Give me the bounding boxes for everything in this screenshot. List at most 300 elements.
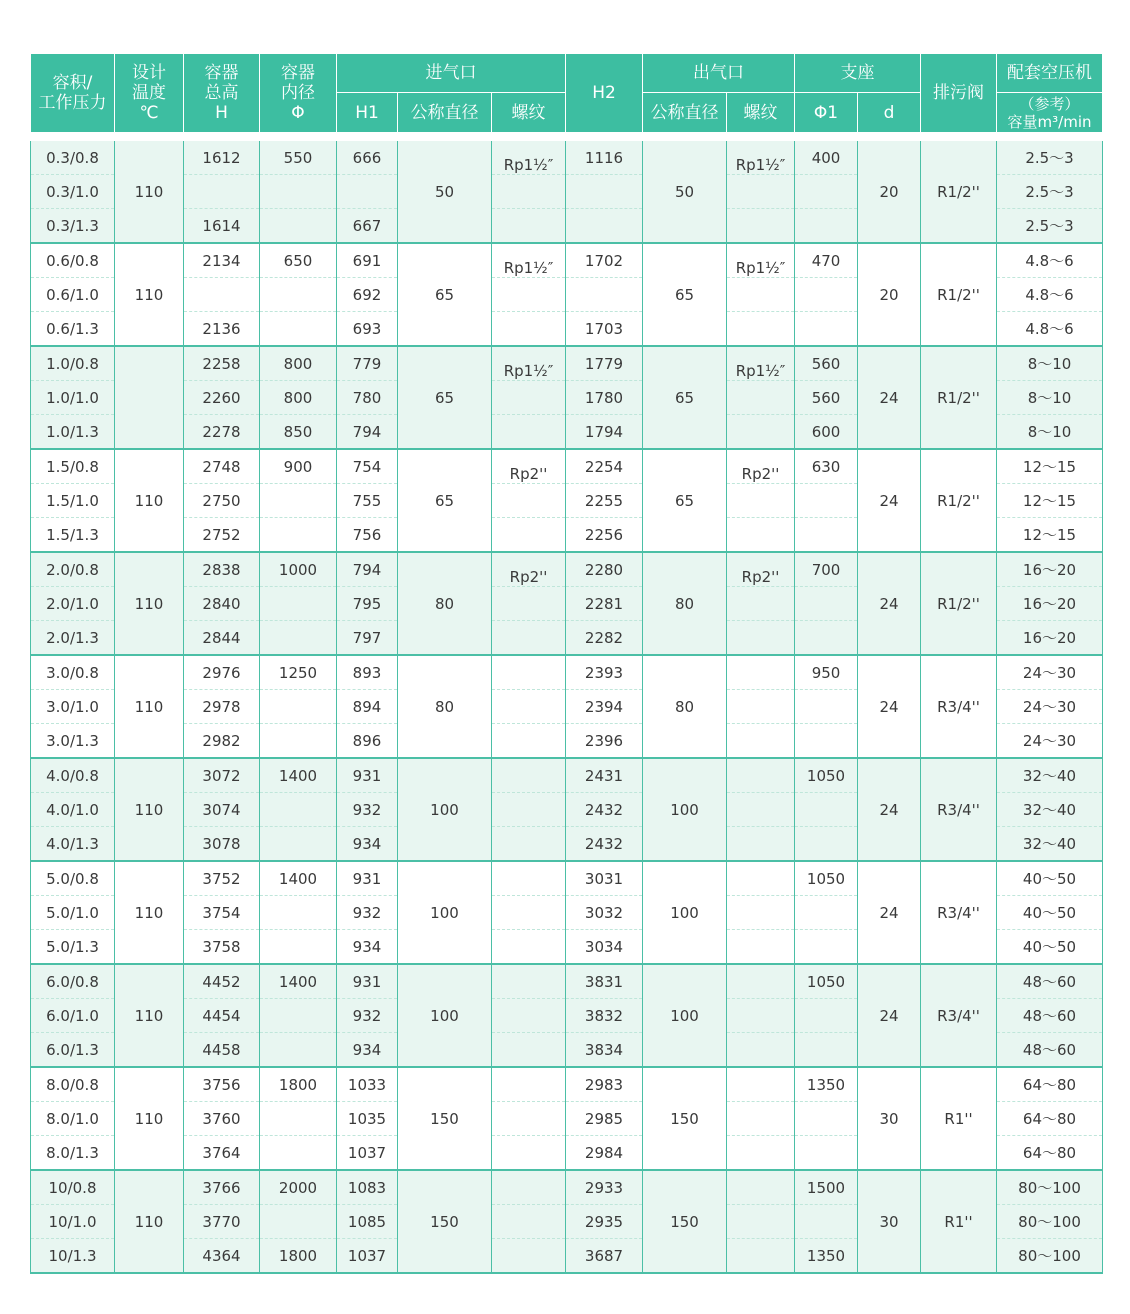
table-row — [31, 141, 1103, 175]
cell-volume-pressure: 10/0.8 — [31, 1170, 115, 1205]
cell-h2: 2983 — [566, 1067, 643, 1102]
cell-capacity: 32～40 — [997, 827, 1103, 862]
cell-inner-diameter: 850 — [260, 415, 337, 450]
cell-h1: 931 — [337, 964, 398, 999]
cell-support-d: 24 — [858, 346, 921, 449]
cell-outlet-nominal-diameter: 80 — [643, 552, 727, 655]
cell-h2: 2254 — [566, 449, 643, 484]
cell-inlet-thread — [492, 1239, 566, 1274]
cell-inner-diameter — [260, 999, 337, 1033]
cell-h2: 2280 — [566, 552, 643, 587]
cell-outlet-thread — [727, 415, 795, 450]
cell-support-d: 30 — [858, 1067, 921, 1170]
cell-h2: 1116 — [566, 141, 643, 175]
cell-capacity: 12～15 — [997, 449, 1103, 484]
cell-total-height: 2134 — [184, 243, 260, 278]
cell-support-phi1 — [795, 484, 858, 518]
cell-inner-diameter: 1800 — [260, 1067, 337, 1102]
cell-support-phi1 — [795, 175, 858, 209]
cell-support-d: 20 — [858, 141, 921, 243]
cell-volume-pressure: 3.0/1.3 — [31, 724, 115, 759]
cell-design-temp — [115, 346, 184, 449]
cell-h2: 2396 — [566, 724, 643, 759]
header-h2: H2 — [566, 54, 643, 133]
cell-support-phi1 — [795, 518, 858, 553]
cell-total-height: 3770 — [184, 1205, 260, 1239]
cell-total-height: 3074 — [184, 793, 260, 827]
cell-support-phi1: 400 — [795, 141, 858, 175]
cell-outlet-thread — [727, 758, 795, 793]
cell-outlet-thread — [727, 930, 795, 965]
cell-h1: 693 — [337, 312, 398, 347]
cell-support-d: 24 — [858, 552, 921, 655]
cell-inlet-thread: Rp2'' — [492, 552, 566, 587]
cell-volume-pressure: 6.0/0.8 — [31, 964, 115, 999]
cell-h2: 1703 — [566, 312, 643, 347]
cell-h2: 1702 — [566, 243, 643, 278]
cell-volume-pressure: 4.0/0.8 — [31, 758, 115, 793]
cell-volume-pressure: 0.6/1.0 — [31, 278, 115, 312]
cell-drain-valve: R1/2'' — [921, 141, 997, 243]
cell-outlet-thread — [727, 381, 795, 415]
header-design-temp: 设计 温度 ℃ — [115, 54, 184, 133]
cell-inner-diameter — [260, 1102, 337, 1136]
cell-capacity: 2.5～3 — [997, 209, 1103, 244]
cell-capacity: 4.8～6 — [997, 312, 1103, 347]
cell-h2: 1794 — [566, 415, 643, 450]
cell-h2: 2393 — [566, 655, 643, 690]
table-header — [31, 54, 1103, 133]
cell-h2: 1780 — [566, 381, 643, 415]
cell-total-height: 1614 — [184, 209, 260, 244]
cell-h1: 931 — [337, 758, 398, 793]
cell-h1: 932 — [337, 896, 398, 930]
cell-total-height — [184, 278, 260, 312]
cell-outlet-thread — [727, 827, 795, 862]
cell-inlet-thread — [492, 758, 566, 793]
cell-volume-pressure: 1.0/1.0 — [31, 381, 115, 415]
cell-h1: 794 — [337, 552, 398, 587]
cell-outlet-thread: Rp1½″ — [727, 141, 795, 175]
cell-outlet-thread — [727, 1170, 795, 1205]
cell-inlet-thread: Rp1½″ — [492, 141, 566, 175]
cell-drain-valve: R1'' — [921, 1067, 997, 1170]
cell-h2: 3832 — [566, 999, 643, 1033]
cell-inlet-thread — [492, 518, 566, 553]
cell-h1: 666 — [337, 141, 398, 175]
cell-inlet-nominal-diameter: 80 — [398, 552, 492, 655]
cell-h1: 1033 — [337, 1067, 398, 1102]
header-spacer — [31, 133, 1103, 142]
cell-design-temp: 110 — [115, 552, 184, 655]
cell-inlet-thread — [492, 1033, 566, 1068]
cell-inlet-thread — [492, 999, 566, 1033]
cell-total-height: 2752 — [184, 518, 260, 553]
cell-total-height: 4458 — [184, 1033, 260, 1068]
cell-drain-valve: R3/4'' — [921, 655, 997, 758]
cell-inner-diameter — [260, 587, 337, 621]
cell-support-d: 24 — [858, 449, 921, 552]
cell-volume-pressure: 10/1.3 — [31, 1239, 115, 1274]
cell-design-temp: 110 — [115, 964, 184, 1067]
cell-drain-valve: R1/2'' — [921, 552, 997, 655]
cell-capacity: 40～50 — [997, 861, 1103, 896]
cell-h2 — [566, 209, 643, 244]
spec-table-container — [30, 53, 1102, 1274]
cell-h2: 2935 — [566, 1205, 643, 1239]
cell-inner-diameter — [260, 175, 337, 209]
header-drain-valve: 排污阀 — [921, 54, 997, 133]
cell-total-height: 3760 — [184, 1102, 260, 1136]
cell-inlet-thread — [492, 930, 566, 965]
cell-volume-pressure: 3.0/1.0 — [31, 690, 115, 724]
cell-capacity: 12～15 — [997, 484, 1103, 518]
table-row — [31, 1170, 1103, 1205]
cell-outlet-thread — [727, 861, 795, 896]
cell-volume-pressure: 0.3/0.8 — [31, 141, 115, 175]
cell-capacity: 4.8～6 — [997, 278, 1103, 312]
cell-inlet-thread — [492, 896, 566, 930]
cell-drain-valve: R1/2'' — [921, 243, 997, 346]
cell-outlet-thread — [727, 1239, 795, 1274]
cell-h2: 3834 — [566, 1033, 643, 1068]
cell-support-phi1: 600 — [795, 415, 858, 450]
cell-inlet-thread — [492, 209, 566, 244]
cell-total-height: 4454 — [184, 999, 260, 1033]
cell-total-height: 2844 — [184, 621, 260, 656]
cell-inlet-thread — [492, 1067, 566, 1102]
cell-inlet-nominal-diameter: 50 — [398, 141, 492, 243]
cell-total-height: 3758 — [184, 930, 260, 965]
cell-outlet-thread — [727, 1102, 795, 1136]
cell-support-phi1: 1350 — [795, 1239, 858, 1274]
cell-total-height: 2840 — [184, 587, 260, 621]
cell-inner-diameter — [260, 827, 337, 862]
cell-total-height: 2838 — [184, 552, 260, 587]
cell-total-height: 2260 — [184, 381, 260, 415]
cell-inner-diameter — [260, 209, 337, 244]
cell-outlet-thread — [727, 1136, 795, 1171]
cell-support-phi1 — [795, 312, 858, 347]
cell-support-phi1: 700 — [795, 552, 858, 587]
cell-capacity: 32～40 — [997, 793, 1103, 827]
cell-h1: 755 — [337, 484, 398, 518]
cell-volume-pressure: 5.0/1.0 — [31, 896, 115, 930]
cell-support-d: 30 — [858, 1170, 921, 1273]
cell-inner-diameter: 2000 — [260, 1170, 337, 1205]
cell-total-height: 4452 — [184, 964, 260, 999]
cell-support-phi1 — [795, 896, 858, 930]
cell-h2: 2255 — [566, 484, 643, 518]
cell-capacity: 16～20 — [997, 587, 1103, 621]
cell-inlet-thread — [492, 381, 566, 415]
cell-h1 — [337, 175, 398, 209]
cell-volume-pressure: 5.0/1.3 — [31, 930, 115, 965]
cell-capacity: 16～20 — [997, 552, 1103, 587]
cell-support-phi1: 560 — [795, 346, 858, 381]
cell-h1: 931 — [337, 861, 398, 896]
cell-total-height: 3752 — [184, 861, 260, 896]
cell-outlet-thread — [727, 724, 795, 759]
cell-h1: 794 — [337, 415, 398, 450]
cell-support-phi1: 560 — [795, 381, 858, 415]
cell-inlet-thread — [492, 964, 566, 999]
cell-total-height: 3756 — [184, 1067, 260, 1102]
cell-capacity: 64～80 — [997, 1102, 1103, 1136]
cell-support-phi1 — [795, 1102, 858, 1136]
cell-support-phi1 — [795, 690, 858, 724]
cell-outlet-thread: Rp2'' — [727, 449, 795, 484]
table-row — [31, 552, 1103, 587]
cell-drain-valve: R3/4'' — [921, 861, 997, 964]
cell-support-d: 24 — [858, 861, 921, 964]
cell-support-phi1 — [795, 1205, 858, 1239]
cell-capacity: 4.8～6 — [997, 243, 1103, 278]
cell-h2: 2432 — [566, 827, 643, 862]
cell-support-phi1: 1050 — [795, 758, 858, 793]
cell-volume-pressure: 1.5/1.0 — [31, 484, 115, 518]
cell-total-height: 3766 — [184, 1170, 260, 1205]
header-outlet-nominal-diameter: 公称直径 — [643, 93, 727, 133]
cell-drain-valve: R1/2'' — [921, 449, 997, 552]
cell-inner-diameter — [260, 930, 337, 965]
cell-h1: 1037 — [337, 1239, 398, 1274]
table-row — [31, 655, 1103, 690]
table-row — [31, 861, 1103, 896]
cell-design-temp: 110 — [115, 861, 184, 964]
cell-capacity: 40～50 — [997, 896, 1103, 930]
cell-outlet-thread — [727, 793, 795, 827]
cell-support-phi1: 1050 — [795, 964, 858, 999]
cell-total-height: 2750 — [184, 484, 260, 518]
cell-inlet-nominal-diameter: 65 — [398, 449, 492, 552]
cell-inlet-thread — [492, 827, 566, 862]
cell-outlet-nominal-diameter: 100 — [643, 861, 727, 964]
cell-outlet-thread — [727, 999, 795, 1033]
cell-inlet-thread — [492, 587, 566, 621]
cell-h1: 1083 — [337, 1170, 398, 1205]
cell-support-phi1 — [795, 587, 858, 621]
cell-h1: 934 — [337, 1033, 398, 1068]
header-volume-pressure: 容积/ 工作压力 — [31, 54, 115, 133]
table-row — [31, 758, 1103, 793]
header-inlet-nominal-diameter: 公称直径 — [398, 93, 492, 133]
cell-inlet-thread — [492, 312, 566, 347]
cell-capacity: 80～100 — [997, 1170, 1103, 1205]
cell-outlet-thread — [727, 312, 795, 347]
cell-inner-diameter — [260, 1205, 337, 1239]
cell-inlet-thread — [492, 690, 566, 724]
cell-h2: 2431 — [566, 758, 643, 793]
cell-h2: 2933 — [566, 1170, 643, 1205]
cell-h2: 2281 — [566, 587, 643, 621]
cell-support-phi1: 1050 — [795, 861, 858, 896]
cell-capacity: 32～40 — [997, 758, 1103, 793]
cell-inner-diameter: 1400 — [260, 861, 337, 896]
cell-design-temp: 110 — [115, 1170, 184, 1273]
header-support: 支座 — [795, 54, 921, 93]
cell-outlet-thread: Rp1½″ — [727, 346, 795, 381]
header-compressor: 配套空压机 — [997, 54, 1103, 93]
cell-outlet-thread — [727, 484, 795, 518]
cell-design-temp: 110 — [115, 141, 184, 243]
cell-volume-pressure: 5.0/0.8 — [31, 861, 115, 896]
air-receiver-spec-table — [30, 53, 1103, 1274]
cell-capacity: 48～60 — [997, 964, 1103, 999]
cell-h2 — [566, 278, 643, 312]
cell-inlet-thread — [492, 724, 566, 759]
cell-support-phi1 — [795, 724, 858, 759]
cell-outlet-nominal-diameter: 100 — [643, 758, 727, 861]
cell-inner-diameter: 1400 — [260, 758, 337, 793]
cell-volume-pressure: 0.3/1.0 — [31, 175, 115, 209]
cell-outlet-thread — [727, 1067, 795, 1102]
cell-inner-diameter: 1800 — [260, 1239, 337, 1274]
cell-inner-diameter — [260, 278, 337, 312]
cell-volume-pressure: 3.0/0.8 — [31, 655, 115, 690]
cell-h2: 3034 — [566, 930, 643, 965]
cell-drain-valve: R1'' — [921, 1170, 997, 1273]
cell-inlet-nominal-diameter: 80 — [398, 655, 492, 758]
cell-h1: 932 — [337, 793, 398, 827]
cell-h2: 2282 — [566, 621, 643, 656]
cell-total-height: 2136 — [184, 312, 260, 347]
cell-h2: 2394 — [566, 690, 643, 724]
cell-volume-pressure: 8.0/1.3 — [31, 1136, 115, 1171]
cell-inner-diameter — [260, 896, 337, 930]
cell-inner-diameter: 650 — [260, 243, 337, 278]
cell-inlet-thread — [492, 415, 566, 450]
cell-inlet-thread — [492, 655, 566, 690]
cell-inlet-thread — [492, 793, 566, 827]
cell-inlet-thread: Rp2'' — [492, 449, 566, 484]
table-body — [31, 133, 1103, 1274]
cell-h2: 2432 — [566, 793, 643, 827]
cell-total-height: 2258 — [184, 346, 260, 381]
cell-outlet-nominal-diameter: 65 — [643, 346, 727, 449]
header-outlet: 出气口 — [643, 54, 795, 93]
cell-h1: 692 — [337, 278, 398, 312]
cell-inner-diameter: 1000 — [260, 552, 337, 587]
cell-outlet-thread — [727, 896, 795, 930]
cell-h1: 893 — [337, 655, 398, 690]
cell-h2: 3031 — [566, 861, 643, 896]
cell-total-height: 2982 — [184, 724, 260, 759]
cell-volume-pressure: 8.0/1.0 — [31, 1102, 115, 1136]
cell-capacity: 16～20 — [997, 621, 1103, 656]
cell-inner-diameter — [260, 518, 337, 553]
cell-design-temp: 110 — [115, 1067, 184, 1170]
cell-outlet-thread: Rp2'' — [727, 552, 795, 587]
cell-total-height: 1612 — [184, 141, 260, 175]
cell-h2: 2984 — [566, 1136, 643, 1171]
cell-outlet-nominal-diameter: 50 — [643, 141, 727, 243]
cell-total-height: 3072 — [184, 758, 260, 793]
cell-inlet-thread — [492, 484, 566, 518]
cell-total-height: 4364 — [184, 1239, 260, 1274]
cell-inlet-thread — [492, 1102, 566, 1136]
cell-h1: 1037 — [337, 1136, 398, 1171]
cell-support-phi1: 1350 — [795, 1067, 858, 1102]
header-reference-capacity: （参考） 容量m³/min — [997, 93, 1103, 133]
cell-inlet-nominal-diameter: 150 — [398, 1170, 492, 1273]
cell-support-phi1 — [795, 621, 858, 656]
cell-outlet-thread — [727, 209, 795, 244]
cell-inlet-nominal-diameter: 150 — [398, 1067, 492, 1170]
cell-support-phi1: 630 — [795, 449, 858, 484]
cell-volume-pressure: 4.0/1.0 — [31, 793, 115, 827]
cell-capacity: 24～30 — [997, 655, 1103, 690]
cell-inlet-thread — [492, 1205, 566, 1239]
cell-outlet-thread — [727, 175, 795, 209]
cell-outlet-nominal-diameter: 100 — [643, 964, 727, 1067]
cell-h2: 2256 — [566, 518, 643, 553]
cell-capacity: 80～100 — [997, 1239, 1103, 1274]
cell-h1: 667 — [337, 209, 398, 244]
cell-inlet-thread — [492, 621, 566, 656]
cell-volume-pressure: 1.0/0.8 — [31, 346, 115, 381]
cell-capacity: 48～60 — [997, 1033, 1103, 1068]
cell-capacity: 40～50 — [997, 930, 1103, 965]
cell-h1: 779 — [337, 346, 398, 381]
cell-volume-pressure: 0.6/0.8 — [31, 243, 115, 278]
cell-h2: 1779 — [566, 346, 643, 381]
cell-h2: 2985 — [566, 1102, 643, 1136]
cell-inlet-thread — [492, 175, 566, 209]
cell-total-height — [184, 175, 260, 209]
table-row — [31, 243, 1103, 278]
cell-total-height: 3078 — [184, 827, 260, 862]
cell-inlet-thread: Rp1½″ — [492, 346, 566, 381]
cell-support-d: 24 — [858, 964, 921, 1067]
cell-capacity: 8～10 — [997, 415, 1103, 450]
cell-inlet-thread — [492, 861, 566, 896]
cell-volume-pressure: 1.0/1.3 — [31, 415, 115, 450]
cell-outlet-thread — [727, 1205, 795, 1239]
cell-capacity: 8～10 — [997, 381, 1103, 415]
cell-outlet-thread — [727, 587, 795, 621]
cell-volume-pressure: 6.0/1.0 — [31, 999, 115, 1033]
cell-inner-diameter — [260, 484, 337, 518]
cell-inner-diameter: 1250 — [260, 655, 337, 690]
cell-total-height: 3764 — [184, 1136, 260, 1171]
cell-outlet-thread: Rp1½″ — [727, 243, 795, 278]
cell-h1: 896 — [337, 724, 398, 759]
cell-drain-valve: R3/4'' — [921, 964, 997, 1067]
cell-h2: 3687 — [566, 1239, 643, 1274]
cell-h1: 934 — [337, 827, 398, 862]
cell-support-phi1 — [795, 827, 858, 862]
cell-inner-diameter: 900 — [260, 449, 337, 484]
cell-outlet-nominal-diameter: 80 — [643, 655, 727, 758]
cell-outlet-nominal-diameter: 150 — [643, 1067, 727, 1170]
cell-h1: 1085 — [337, 1205, 398, 1239]
cell-volume-pressure: 0.3/1.3 — [31, 209, 115, 244]
cell-inlet-thread — [492, 278, 566, 312]
header-d: d — [858, 93, 921, 133]
cell-design-temp: 110 — [115, 449, 184, 552]
cell-inner-diameter: 1400 — [260, 964, 337, 999]
table-row — [31, 1067, 1103, 1102]
cell-total-height: 2748 — [184, 449, 260, 484]
cell-h2 — [566, 175, 643, 209]
cell-support-phi1 — [795, 930, 858, 965]
cell-inner-diameter — [260, 312, 337, 347]
header-outlet-thread: 螺纹 — [727, 93, 795, 133]
cell-inner-diameter — [260, 724, 337, 759]
cell-inner-diameter — [260, 1033, 337, 1068]
table-row — [31, 449, 1103, 484]
